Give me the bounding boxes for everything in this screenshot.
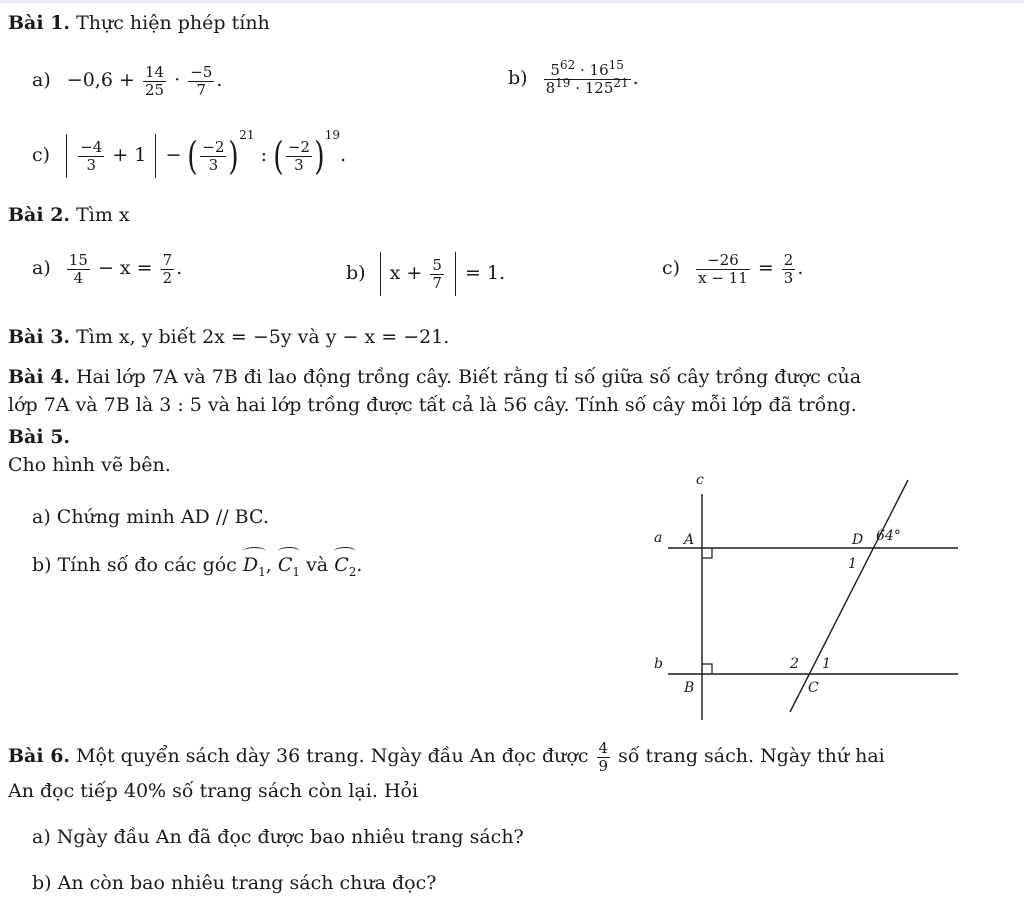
exercise-5-number: Bài 5.	[8, 426, 71, 448]
exercise-5-intro: Cho hình vẽ bên.	[8, 454, 171, 476]
exercise-6-fraction: $\frac{4}{9}$	[598, 739, 609, 775]
exercise-5a: a) Chứng minh AD // BC.	[32, 506, 269, 528]
label-angle-c2: 2	[790, 656, 799, 672]
exercise-1a-term: −0,6 +	[66, 69, 135, 91]
exercise-2-heading	[8, 204, 130, 227]
exercise-5-heading	[8, 426, 70, 449]
label-a: a	[654, 530, 663, 546]
label-point-c: C	[808, 680, 819, 696]
exercise-1a: a) −0,6 + $\frac{14}{25}$ · $\frac{-5}{7}$ .	[32, 63, 223, 99]
exercise-3-number: Bài 3.	[8, 326, 71, 348]
geometry-figure	[640, 462, 970, 724]
label-point-d: D	[852, 532, 864, 548]
exercise-4-line-2: lớp 7A và 7B là 3 : 5 và hai lớp trồng được tất cả là 56 cây. Tính số cây mỗi lớp đã trồng.	[8, 394, 857, 416]
exercise-1a-label: a)	[32, 69, 51, 91]
exercise-5b: b) Tính số đo các góc $D_1$, $C_1$ và $C_2$.	[32, 554, 363, 579]
exercise-1-heading	[8, 12, 270, 35]
label-point-b: B	[684, 680, 695, 696]
angle-c1: $C_1$	[277, 554, 301, 579]
page-top-border	[0, 0, 1024, 3]
exercise-1b-label: b)	[508, 67, 528, 89]
exercise-2c-fraction-rhs: $\frac{2}{3}$	[783, 251, 794, 287]
exercise-4-text-1: Hai lớp 7A và 7B đi lao động trồng cây. Biết rằng tỉ số giữa số cây trồng được của	[76, 366, 862, 388]
exercise-1c-label: c)	[32, 144, 51, 166]
exercise-6-line-2: An đọc tiếp 40% số trang sách còn lại. Hỏi	[8, 780, 419, 802]
label-point-a: A	[684, 532, 695, 548]
exercise-2-number: Bài 2.	[8, 204, 71, 226]
exercise-1c-fraction-3: $\frac{-2}{3}$	[287, 138, 310, 174]
exercise-2a-fraction-rhs: $\frac{7}{2}$	[162, 251, 173, 287]
exercise-2-title: Tìm x	[76, 204, 130, 226]
exercise-1c: c) $\frac{-4}{3}$ + 1 − ( $\frac{-2}{3}$ )$^{21}$ : ( $\frac{-2}{3}$ )$^{19}$.	[32, 128, 347, 178]
exercise-1-number: Bài 1.	[8, 12, 71, 34]
exercise-1c-fraction-2: $\frac{-2}{3}$	[202, 138, 225, 174]
label-c: c	[696, 472, 704, 488]
label-angle-d1: 1	[848, 556, 857, 572]
exercise-3-text: Tìm x, y biết 2x = −5y và y − x = −21.	[76, 326, 450, 348]
exercise-2b: b) x + $\frac{5}{7}$ = 1.	[346, 252, 505, 296]
exercise-1a-fraction-2: $\frac{-5}{7}$	[190, 63, 213, 99]
exercise-1a-fraction-1: $\frac{14}{25}$	[144, 63, 165, 99]
exercise-2c-fraction-lhs: $\frac{-26}{x - 11}$	[698, 251, 748, 287]
exercise-2c: c) $\frac{-26}{x - 11}$ = $\frac{2}{3}$ .	[662, 251, 804, 287]
exercise-1a-dot: ·	[174, 69, 181, 91]
exercise-2a: a) $\frac{15}{4}$ − x = $\frac{7}{2}$ .	[32, 251, 183, 287]
right-angle-a	[702, 548, 712, 558]
label-angle-c1: 1	[822, 656, 831, 672]
label-angle-64: 64°	[876, 528, 901, 544]
right-angle-b	[702, 664, 712, 674]
exercise-2a-fraction-lhs: $\frac{15}{4}$	[68, 251, 88, 287]
exercise-6-line-1: Bài 6. Một quyển sách dày 36 trang. Ngày đầu An đọc được $\frac{4}{9}$ số trang sách. Ngày thứ hai	[8, 739, 885, 775]
angle-c2: $C_2$	[334, 554, 357, 579]
angle-d1: $D_1$	[242, 554, 266, 579]
transversal-dc	[790, 480, 908, 712]
exercise-4-line-1	[8, 366, 861, 389]
exercise-6a: a) Ngày đầu An đã đọc được bao nhiêu trang sách?	[32, 826, 524, 848]
exercise-3	[8, 326, 449, 349]
exercise-1c-fraction-1: $\frac{-4}{3}$	[80, 138, 103, 174]
exercise-1b-fraction: $\frac{5^{62} \cdot 16^{15}}{8^{19} \cdot 125^{21}}$	[545, 58, 629, 97]
exercise-4-number: Bài 4.	[8, 366, 71, 388]
exercise-2b-fraction: $\frac{5}{7}$	[432, 256, 442, 292]
exercise-1b: b) $\frac{5^{62} \cdot 16^{15}}{8^{19} \cdot 125^{21}}$ .	[508, 58, 639, 97]
exercise-1-title: Thực hiện phép tính	[76, 12, 270, 34]
exercise-6-number: Bài 6.	[8, 745, 71, 767]
exercise-6b: b) An còn bao nhiêu trang sách chưa đọc?	[32, 872, 437, 894]
label-b: b	[654, 656, 663, 672]
